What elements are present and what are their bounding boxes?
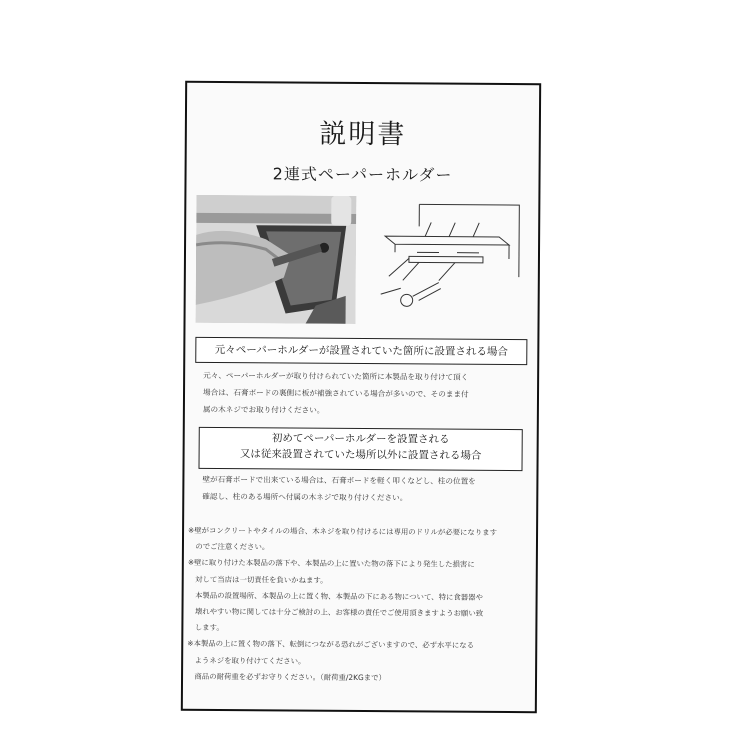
instruction-sheet bbox=[181, 81, 541, 713]
installation-photo bbox=[196, 195, 357, 324]
product-name: 2連式ペーパーホルダー bbox=[272, 164, 453, 185]
section2-line: 確認し、柱のある場所へ付属の木ネジで取り付けください。 bbox=[202, 491, 408, 503]
section1-line: 属の木ネジでお取り付けください。 bbox=[202, 404, 325, 415]
section1-line: 元々、ペーパーホルダーが取り付けられていた箇所に本製品を取り付けて頂く bbox=[203, 370, 469, 382]
note-line: します。 bbox=[187, 623, 224, 633]
note-line: ようネジを取り付けてください。 bbox=[187, 655, 306, 666]
note-line: 対して当店は一切責任を負いかねます。 bbox=[187, 574, 328, 585]
note-line: 壊れやすい物に関しては十分ご検討の上、お客様の責任でご使用頂きますようお願い致 bbox=[187, 606, 484, 618]
section2-body bbox=[202, 471, 528, 507]
note-line: ※壁がコンクリートやタイルの場合、木ネジを取り付けるには専用のドリルが必要になります bbox=[188, 525, 498, 537]
note-line: ※壁に取り付けた本製品の落下や、本製品の上に置いた物の落下により発生した損害に bbox=[187, 558, 475, 570]
section1-body bbox=[203, 367, 529, 420]
note-line: 本製品の設置場所、本製品の上に置く物、本製品の下にある物について、特に食器器や bbox=[187, 590, 483, 602]
caution-notes bbox=[187, 523, 528, 687]
section2-heading-line2: 又は従来設置されていた場所以外に設置される場合 bbox=[239, 448, 482, 462]
section1-heading: 元々ペーパーホルダーが設置されていた箇所に設置される場合 bbox=[195, 337, 527, 365]
section2-heading-line1: 初めてペーパーホルダーを設置される bbox=[271, 432, 450, 446]
mounting-diagram bbox=[379, 196, 530, 325]
note-line: 商品の耐荷重を必ずお守りください。（耐荷重/2KGまで） bbox=[187, 671, 386, 683]
section2-heading bbox=[198, 427, 522, 471]
document-title: 説明書 bbox=[319, 118, 407, 151]
section1-line: 場合は、石膏ボードの裏側に板が補強されている場合が多いので、そのまま付 bbox=[202, 387, 469, 399]
note-line: のでご注意ください。 bbox=[187, 541, 270, 552]
section2-line: 壁が石膏ボードで出来ている場合は、石膏ボードを軽く叩くなどし、柱の位置を bbox=[202, 474, 476, 486]
note-line: ※本製品の上に置く物の落下、転倒につながる恐れがございますので、必ず水平になる bbox=[187, 639, 475, 651]
